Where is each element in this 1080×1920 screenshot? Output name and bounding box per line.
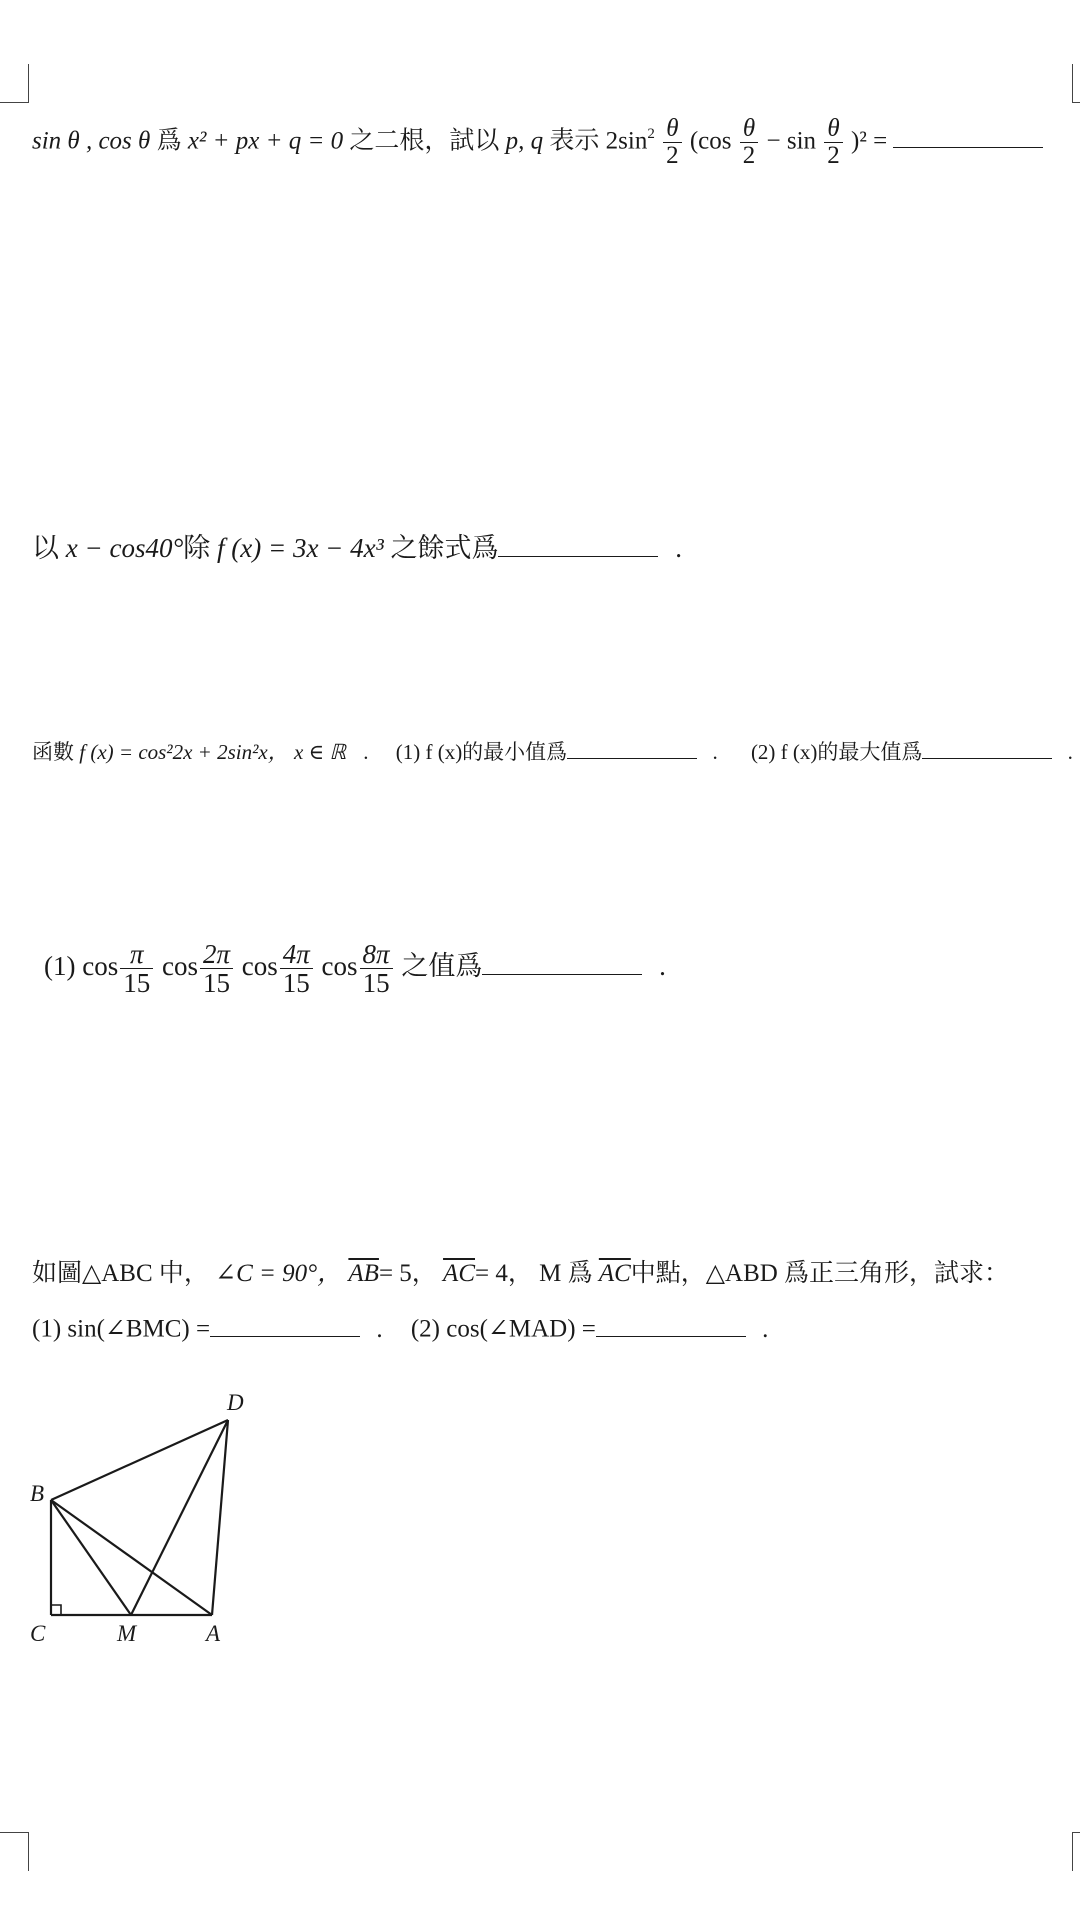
- q5-part1: (1) sin(∠BMC) =: [32, 1315, 211, 1343]
- q5-dot-1: .: [376, 1315, 383, 1343]
- triangle-diagram: [20, 1375, 260, 1645]
- q1-vars: p, q: [505, 127, 544, 155]
- q5-intro: 如圖△ABC 中，: [32, 1260, 209, 1287]
- q1-fraction-3: $\frac{\theta}{2}$: [824, 116, 843, 170]
- q5-answer-blank-2[interactable]: [596, 1313, 746, 1337]
- crop-mark-bottom-right: [1072, 1832, 1080, 1871]
- q4-suffix: 之值爲: [401, 951, 483, 982]
- q5-part2: (2) cos(∠MAD) =: [410, 1315, 596, 1343]
- label-m: M: [117, 1621, 137, 1645]
- label-b: B: [30, 1481, 45, 1506]
- q1-roots: sin θ , cos θ: [32, 127, 151, 155]
- q1-lead: 2sin: [605, 127, 648, 155]
- q1-is: 爲: [156, 127, 182, 155]
- q3-domain: x ∈ ℝ: [293, 740, 346, 764]
- q4-cos-3: cos: [241, 951, 278, 982]
- q4-label: (1): [44, 951, 76, 982]
- q3-function: f (x) = cos²2x + 2sin²x，: [79, 740, 289, 764]
- q2-divisor: x − cos40°: [65, 533, 184, 563]
- crop-mark-bottom-left: [0, 1832, 29, 1871]
- q3-part2: (2) f (x)的最大值爲: [750, 740, 923, 764]
- q4-fraction-1: $\frac{\pi}{15}$: [120, 940, 153, 998]
- q2-end: .: [675, 533, 682, 563]
- q5-answer-blank-1[interactable]: [210, 1313, 360, 1337]
- q2-suffix: 之餘式爲: [390, 533, 499, 563]
- q2-divide: 除: [183, 533, 211, 563]
- q2-prefix: 以: [32, 533, 59, 563]
- q4-answer-blank[interactable]: [482, 950, 642, 975]
- q4-fraction-4: $\frac{8\pi}{15}$: [360, 940, 393, 998]
- q1-equation: x² + px + q = 0: [187, 127, 344, 155]
- q5-ab-label: $\overline{AB}$: [348, 1260, 379, 1287]
- q3-part1: (1) f (x)的最小值爲: [395, 740, 568, 764]
- label-a: A: [206, 1621, 221, 1645]
- q5-ac-label-2: $\overline{AC}$: [598, 1260, 631, 1287]
- segment-ba: [51, 1500, 212, 1615]
- label-d: D: [227, 1390, 244, 1415]
- q3-sep: .: [363, 740, 369, 764]
- q5-angle-c: ∠C = 90°，: [215, 1260, 343, 1287]
- q5-ac-label: $\overline{AC}$: [443, 1260, 475, 1287]
- q3-prefix: 函數: [32, 740, 74, 764]
- question-2: [32, 526, 682, 565]
- q1-text: 之二根，試以: [349, 127, 500, 155]
- q1-answer-blank[interactable]: [893, 125, 1043, 149]
- q2-function: f (x) = 3x − 4x³: [217, 533, 384, 563]
- question-5-parts: [32, 1313, 768, 1344]
- crop-mark-top-right: [1072, 64, 1080, 103]
- q1-fraction-2: $\frac{\theta}{2}$: [740, 116, 759, 170]
- q4-cos-4: cos: [321, 951, 358, 982]
- question-5-statement: [32, 1253, 1009, 1289]
- segment-bd: [51, 1420, 228, 1500]
- question-1: sin θ , cos θ 爲 x² + px + q = 0 之二根，試以 p, q 表示 $2\sin^2$ $\frac{\theta}{2}$ (cos $\frac{\theta}{2}$ − sin $\frac{\theta}{2}$ )² =: [32, 116, 1043, 170]
- q1-close: )² =: [851, 127, 888, 155]
- q2-answer-blank[interactable]: [498, 532, 658, 557]
- q1-cos: (cos: [689, 127, 732, 155]
- q4-fraction-2: $\frac{2\pi}{15}$: [200, 940, 233, 998]
- q1-fraction-1: $\frac{\theta}{2}$: [663, 116, 682, 170]
- q5-m-text: M 爲: [539, 1260, 593, 1287]
- crop-mark-top-left: [0, 64, 29, 103]
- segment-bm: [51, 1500, 131, 1615]
- q4-fraction-3: $\frac{4\pi}{15}$: [280, 940, 313, 998]
- q5-ac-value: = 4，: [475, 1260, 533, 1287]
- q4-cos-2: cos: [161, 951, 198, 982]
- q3-dot-1: .: [712, 740, 718, 764]
- right-angle-mark: [51, 1605, 61, 1615]
- question-4: [44, 940, 666, 998]
- q5-dot-2: .: [762, 1315, 769, 1343]
- q4-end: .: [659, 951, 666, 982]
- q4-cos-1: cos: [82, 951, 119, 982]
- q5-midpoint: 中點，△ABD 爲正三角形，試求：: [630, 1260, 1010, 1287]
- q3-answer-blank-2[interactable]: [922, 739, 1052, 759]
- q3-answer-blank-1[interactable]: [567, 739, 697, 759]
- question-3: [32, 736, 1073, 766]
- q5-ab-value: = 5，: [378, 1260, 437, 1287]
- q1-express: 表示: [549, 127, 600, 155]
- label-c: C: [30, 1621, 46, 1645]
- q3-dot-2: .: [1067, 740, 1073, 764]
- q1-minus-sin: − sin: [766, 127, 817, 155]
